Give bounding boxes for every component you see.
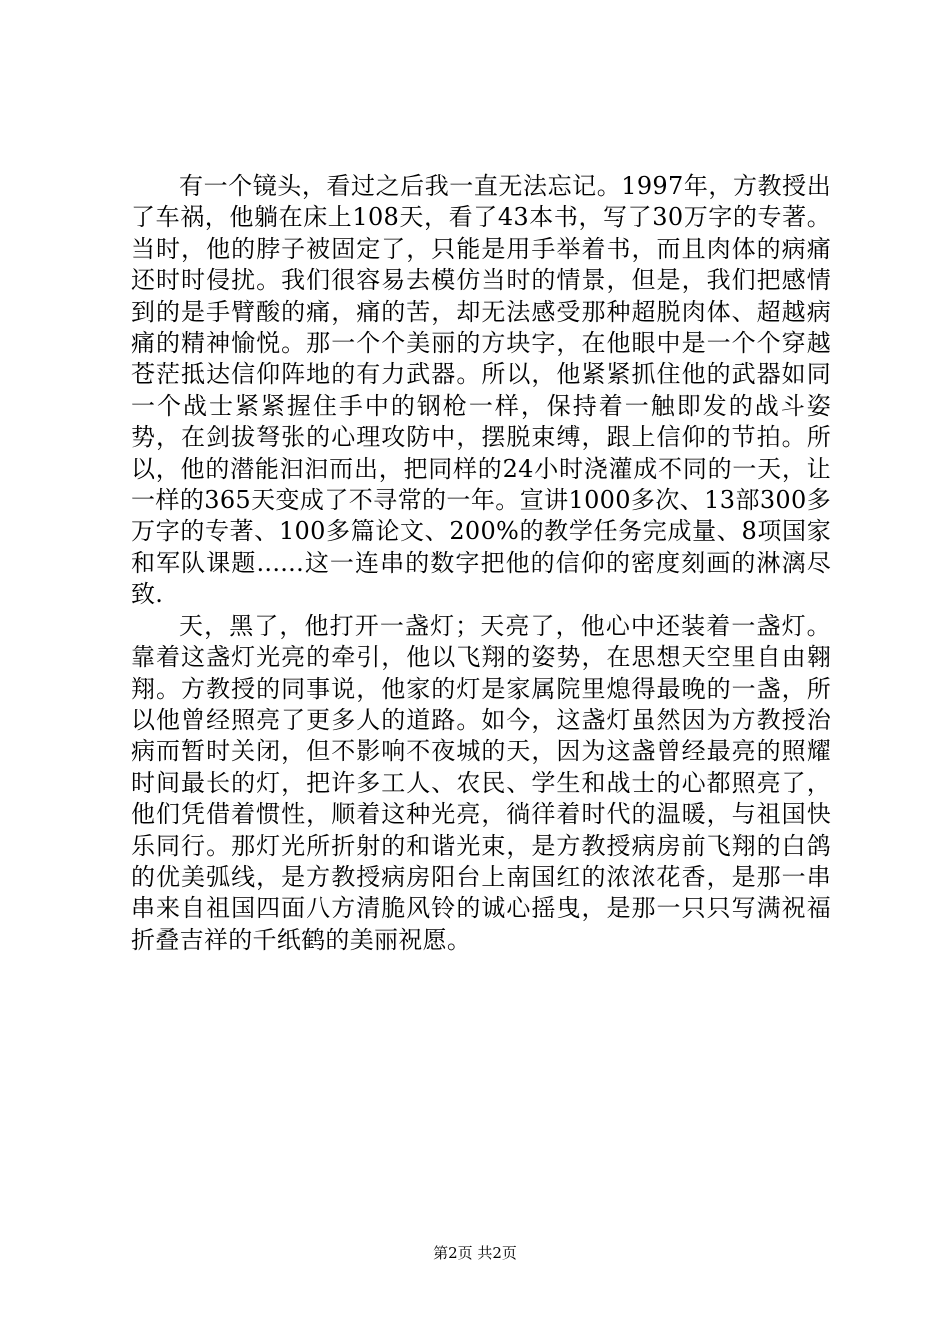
paragraph-1: 有一个镜头，看过之后我一直无法忘记。1997年，方教授出了车祸，他躺在床上108天，看了43本书，写了30万字的专著。当时，他的脖子被固定了，只能是用手举着书，而且肉体的病痛还时时侵扰。我们很容易去模仿当时的情景，但是，我们把感情到的是手臂酸的痛，痛的苦，却无法感受那种超脱肉体、超越病痛的精神愉悦。那一个个美丽的方块字，在他眼中是一个个穿越苍茫抵达信仰阵地的有力武器。所以，他紧紧抓住他的武器如同一个战士紧紧握住手中的钢枪一样，保持着一触即发的战斗姿势，在剑拔弩张的心理攻防中，摆脱束缚，跟上信仰的节拍。所以，他的潜能汩汩而出，把同样的24小时浇灌成不同的一天，让一样的365天变成了不寻常的一年。宣讲1000多次、13部300多万字的专著、100多篇论文、200%的教学任务完成量、8项国家和军队课题......这一连串的数字把他的信仰的密度刻画的淋漓尽致. [131, 172, 831, 609]
paragraph-2: 天，黑了，他打开一盏灯；天亮了，他心中还装着一盏灯。靠着这盏灯光亮的牵引，他以飞翔的姿势，在思想天空里自由翱翔。方教授的同事说，他家的灯是家属院里熄得最晚的一盏，所以他曾经照亮了更多人的道路。如今，这盏灯虽然因为方教授治病而暂时关闭，但不影响不夜城的天，因为这盏曾经最亮的照耀时间最长的灯，把许多工人、农民、学生和战士的心都照亮了，他们凭借着惯性，顺着这种光亮，徜徉着时代的温暖，与祖国快乐同行。那灯光所折射的和谐光束，是方教授病房前飞翔的白鸽的优美弧线，是方教授病房阳台上南国红的浓浓花香，是那一串串来自祖国四面八方清脆风铃的诚心摇曳，是那一只只写满祝福折叠吉祥的千纸鹤的美丽祝愿。 [131, 611, 831, 954]
document-body [131, 171, 831, 956]
page-footer: 第2页 共2页 [433, 1244, 517, 1262]
